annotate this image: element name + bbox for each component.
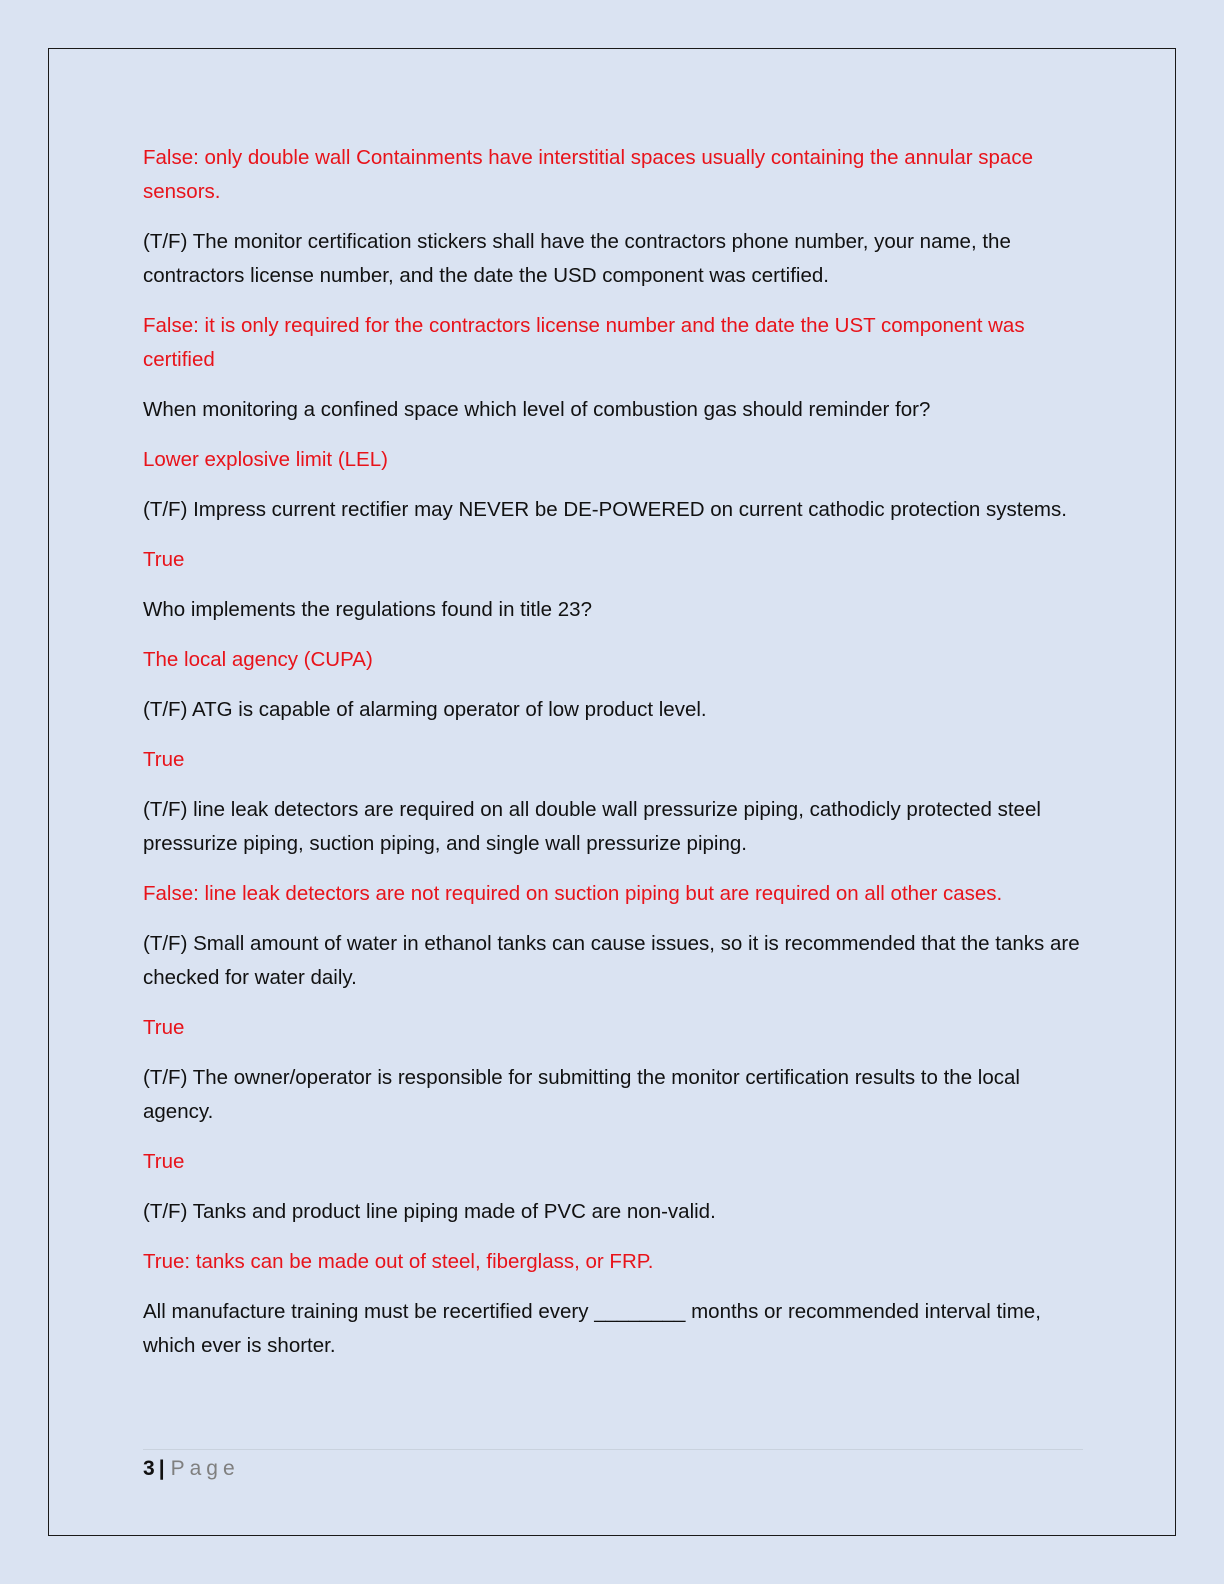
question-text: All manufacture training must be recertified every ________ months or recommended interval time, which ever is shorter. [143, 1300, 1041, 1357]
answer-text: True [143, 748, 185, 771]
question-text: (T/F) Impress current rectifier may NEVER be DE-POWERED on current cathodic protection systems. [143, 498, 1067, 521]
page-label: Page [170, 1457, 240, 1480]
question-text: (T/F) line leak detectors are required on all double wall pressurize piping, cathodicly protected steel pressurize piping, suction piping, and single wall pressurize piping. [143, 798, 1041, 855]
question-text: (T/F) ATG is capable of alarming operator of low product level. [143, 698, 707, 721]
question-text: Who implements the regulations found in title 23? [143, 598, 592, 621]
footer-separator: | [158, 1457, 165, 1480]
answer-text: True [143, 548, 185, 571]
question-text: (T/F) Small amount of water in ethanol tanks can cause issues, so it is recommended that the tanks are checked for water daily. [143, 932, 1080, 989]
answer-text: False: it is only required for the contractors license number and the date the UST component was certified [143, 314, 1025, 371]
answer-text: True [143, 1016, 185, 1039]
answer-text: False: only double wall Containments have interstitial spaces usually containing the annular space sensors. [143, 146, 1033, 203]
page-footer [143, 1449, 1083, 1486]
answer-text: False: line leak detectors are not required on suction piping but are required on all other cases. [143, 882, 1003, 905]
question-text: When monitoring a confined space which level of combustion gas should reminder for? [143, 398, 931, 421]
answer-text: True: tanks can be made out of steel, fiberglass, or FRP. [143, 1250, 654, 1273]
page-number: 3 [143, 1457, 155, 1480]
question-text: (T/F) Tanks and product line piping made of PVC are non-valid. [143, 1200, 716, 1223]
document-body [143, 141, 1083, 1379]
answer-text: True [143, 1150, 185, 1173]
answer-text: The local agency (CUPA) [143, 648, 373, 671]
question-text: (T/F) The owner/operator is responsible for submitting the monitor certification results to the local agency. [143, 1066, 1020, 1123]
answer-text: Lower explosive limit (LEL) [143, 448, 388, 471]
question-text: (T/F) The monitor certification stickers shall have the contractors phone number, your name, the contractors license number, and the date the USD component was certified. [143, 230, 1011, 287]
